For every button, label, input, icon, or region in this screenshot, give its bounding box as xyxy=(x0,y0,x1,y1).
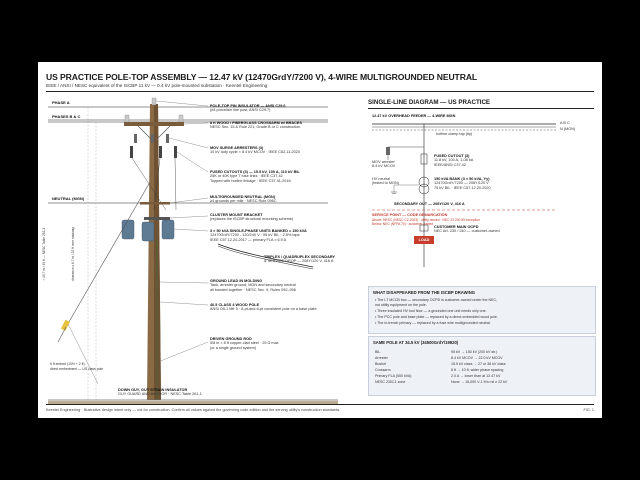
spec-row-label: BIL xyxy=(375,350,381,354)
sld-transformer-label: 150 kVA BANK (3 × 50 kVA, Yy) 12470GrdY/7200 — 208Y/120 V 75 kV BIL · IEEE C57.12.20-2020 xyxy=(434,177,491,190)
clearance-dimension-label: clearance ≥ 6.7 m / 22 ft over roadway xyxy=(70,227,75,282)
sld-ground-label: HV neutral (tested to MGN) xyxy=(372,177,400,186)
callout-cluster-bracket: CLUSTER MOUNT BRACKET (replaces the ISCBP structural mounting scheme) xyxy=(210,213,294,222)
spec-row-label: Crossarm xyxy=(375,368,391,372)
disappeared-bullet: • The PCC pole and base plate — replaced by a direct-embedded wood pole. xyxy=(375,315,498,319)
embed-dimension-note: direct embedment — US class pole xyxy=(50,367,104,371)
spec-row-value: 2.0 A → lower than at 12.47 kV xyxy=(451,374,501,378)
spec-row-value: 15.5 kV class → 27 or 38 kV class xyxy=(451,362,506,366)
disappeared-heading: WHAT DISAPPEARED FROM THE ISCBP DRAWING xyxy=(373,290,475,295)
sld-feeder-label: 12.47 kV OVERHEAD FEEDER — 4-WIRE MGN xyxy=(372,114,456,118)
neutral-label: NEUTRAL (MGN) xyxy=(52,196,85,201)
spec-row-value: 8.4 kV MCOV → 22.0 kV MCOV xyxy=(451,356,503,360)
phases-bc-label: PHASES B & C xyxy=(52,114,81,119)
page-title: US PRACTICE POLE-TOP ASSEMBLY — 12.47 kV (12470GrdY/7200 V), 4-WIRE MULTIGROUNDED NEUTRAL xyxy=(46,72,478,82)
same-pole-panel xyxy=(368,336,596,396)
height-dimension-label: ≈ 13.7 m / 45 ft — NESC Table 232-1 xyxy=(42,227,47,281)
callout-transformer-bank: 3 × 50 kVA SINGLE-PHASE UNITS BANKED = 150 kVA 12470GrdY/7200 - 120/240 V · 95 kV BIL · 2.5% taps IEEE C57.12.20-2017 — primary FLA ≈ 6.9 A xyxy=(210,229,307,242)
phase-a-label: PHASE A xyxy=(52,100,70,105)
spec-row-value: 8 ft → 10 ft, wider phase spacing xyxy=(451,368,504,372)
callout-mgn: MULTIGROUNDED NEUTRAL (MGN) ≥4 grounds per mile · NESC Rule 096C xyxy=(210,195,277,204)
spec-row-label: NESC 230C1 zone xyxy=(375,380,406,384)
callout-arresters: MOV SURGE ARRESTERS (3) 10 kV duty cycle = 8.4 kV MCOV · IEEE C62.11-2020 xyxy=(210,146,300,155)
sld-demarc-note2: Below: NEC (NFPA 70) · customer-owned xyxy=(372,222,434,226)
disappeared-bullet: • Three insulated HV tool floor — a grounded one unit needs only one. xyxy=(375,309,487,313)
callout-ground-lead: GROUND LEAD IN MOLDING Tank, arrester ground, MGN and secondary neutral all bonded together · NESC Sec. 9, Rules 092–096 xyxy=(210,279,296,292)
sld-title: SINGLE-LINE DIAGRAM — US PRACTICE xyxy=(368,99,491,106)
page-subtitle: IEEE / ANSI / NESC equivalent of the ISCBP 11 kV — 0.4 kV pole-mounted substation · Keentel Engineering xyxy=(46,83,268,88)
spec-row-label: Bushel xyxy=(375,362,386,366)
diagram-page xyxy=(38,62,602,418)
sld-demarc-note: Above: NESC (NESC C2-2023) · utility-owned · NEC 23 230.95 exception xyxy=(372,218,480,222)
disappeared-bullet: not utility equipment on the pole. xyxy=(375,303,427,307)
callout-wood-pole: 40.5 CLASS 4 WOOD POLE ANSI O5.1 Mfr 5 · 8-pt-and-6-pt consistent pole on a base plate xyxy=(210,303,317,312)
callout-crossarm: 8 ft WOOD / FIBERGLASS CROSSARM w/ BRACES NESC Sec. 15 & Rule 221; Grade B or C construction xyxy=(210,121,302,130)
spec-row-value: 95 kV → 150 kV (200 kV str.) xyxy=(451,350,498,354)
disappeared-bullet: • The LT MCCB box — secondary OCPD is customer-owned under the NEC, xyxy=(375,298,498,302)
figure-number: FIG. 1 xyxy=(583,408,594,412)
callout-secondary: TRIPLEX / QUADRUPLEX SECONDARY & SERVICE DROP — 208Y/120 V, 416 A xyxy=(264,255,335,264)
sld-demarc-title: SERVICE POINT — CODE DEMARCATION xyxy=(372,213,448,217)
footer-divider xyxy=(46,404,594,405)
sld-phases-label: A B C xyxy=(560,121,570,125)
sld-neutral-label: N (MGN) xyxy=(560,127,576,131)
sld-secondary-label: SECONDARY OUT — 208Y/120 V, 416 A xyxy=(394,202,465,206)
same-pole-heading: SAME POLE AT 34.5 kV (34500GrdY/19920) xyxy=(373,340,459,345)
spec-row-label: Arrester xyxy=(375,356,388,360)
spec-row-label: Primary FLA (500 kVA) xyxy=(375,374,412,378)
sld-tap-label: hotline clamp tap (tip) xyxy=(436,132,473,136)
spec-row-value: None → 15,000 V-1 ft to nil ≥ 22 kV xyxy=(451,380,508,384)
sld-cutout-label: FUSED CUTOUT (3) 11.8 kV, 100 A, 1-08 kA IEEE/ANSI C37.42 xyxy=(434,154,474,167)
sld-customer-label: CUSTOMER MAIN OCPD NEC Art. 230 / 240 — customer-owned xyxy=(434,225,500,234)
disappeared-panel xyxy=(368,286,596,334)
footer-note: Keentel Engineering · Illustrative design intent only — not for construction. Confirm all values against the governing code edition and the serving utility’s construction standards. xyxy=(46,408,341,412)
load-box: LOAD xyxy=(414,236,434,244)
disappeared-bullet: • The in-trench primary — replaced by a fuse wire multigrounded neutral. xyxy=(375,321,491,325)
callout-fused-cutouts: FUSED CUTOUTS (3) — 15.5 kV, 100 A, 110 kV BIL 25K or 40K type T fuse links · IEEE C37.42 Topped with hotline linkage · IEEE C37.41-2016 xyxy=(210,170,300,183)
callout-down-guy: DOWN GUY, GUY STRAIN INSULATOR GUY GUARD AND ANCHOR · NESC Table 261-1 xyxy=(118,388,202,397)
sld-arrester-label: MOV arrester 8.4 kV MCOV xyxy=(372,160,396,169)
callout-pin-insulator: POLE-TOP PIN INSULATOR — ANSI C29.6 (#4 porcelain line post, ANSI C29.7) xyxy=(210,104,286,113)
sld-arrester-icon xyxy=(386,147,390,155)
embed-dimension-label: 6 ft embed (10% + 2 ft) xyxy=(50,362,85,366)
callout-ground-rod: DRIVEN GROUND ROD 5/8 in × 8 ft copper-clad steel · 25 Ω max (or a single ground system) xyxy=(210,337,279,350)
